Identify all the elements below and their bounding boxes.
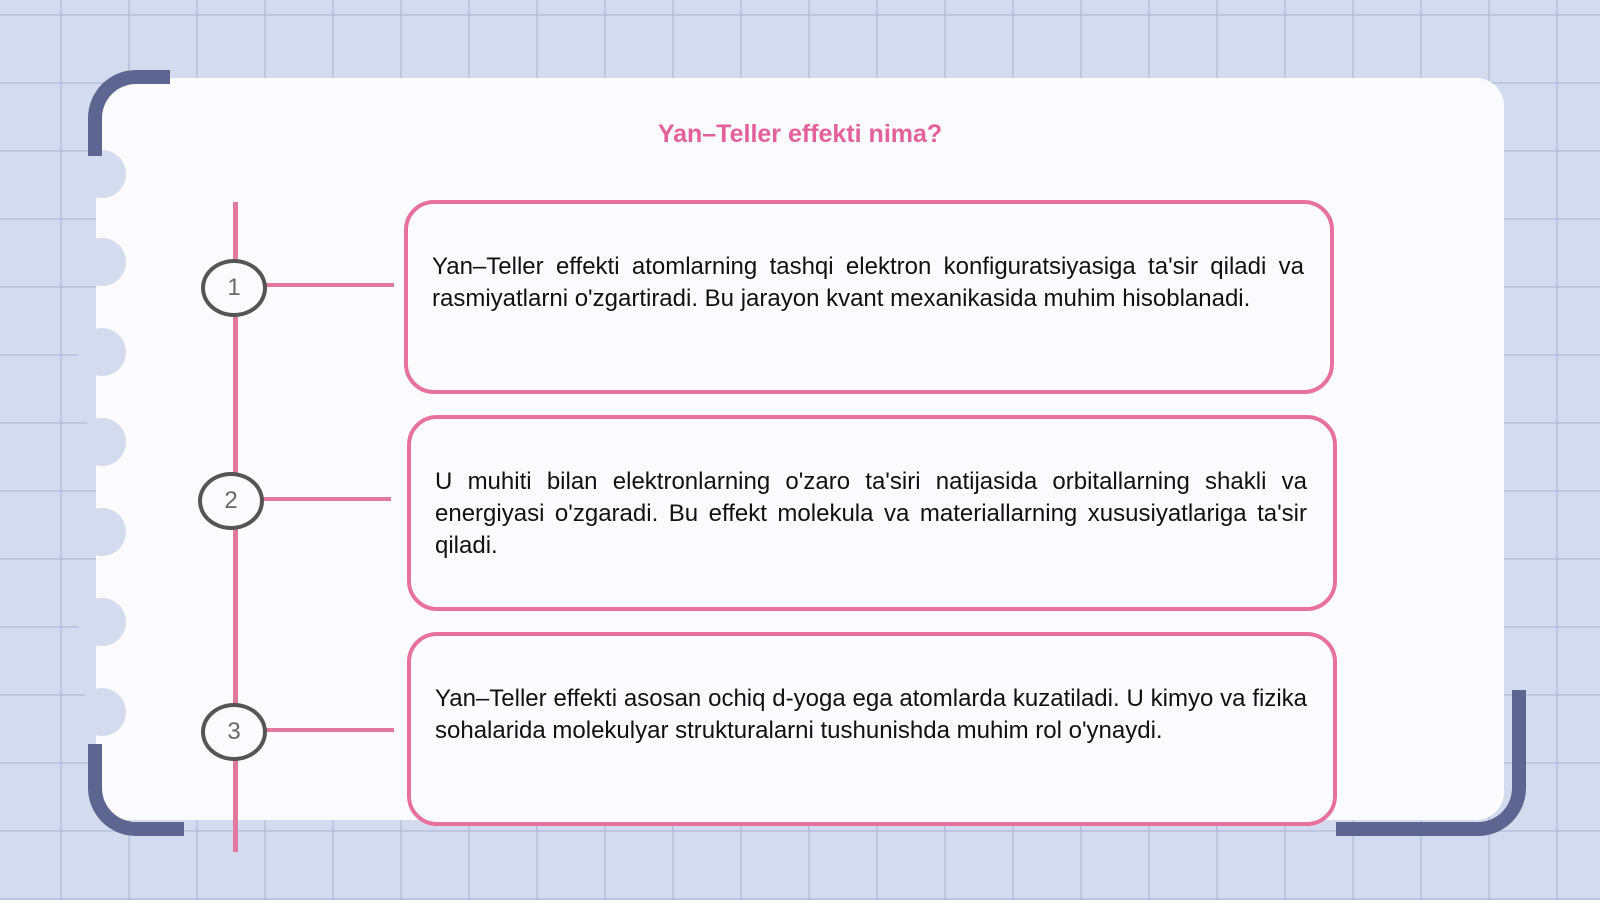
step-text: U muhiti bilan elektronlarning o'zaro ta'siri natijasida orbitallarning shakli va energiyasi o'zgaradi. Bu effekt molekula va materiallarning xususiyatlariga ta'sir qiladi. <box>435 468 1307 559</box>
card-edge-scallop <box>78 238 126 286</box>
card-edge-scallop <box>78 328 126 376</box>
timeline-connector <box>263 497 391 501</box>
card-edge-scallop <box>78 598 126 646</box>
step-number-1: 1 <box>201 259 267 317</box>
card-edge-scallop <box>78 508 126 556</box>
frame-corner-top-left <box>88 70 170 156</box>
card-edge-scallop <box>78 688 126 736</box>
step-number-3: 3 <box>201 703 267 761</box>
card-edge-scallop <box>78 418 126 466</box>
card-edge-scallop <box>78 150 126 198</box>
frame-corner-bottom-left <box>88 744 184 836</box>
step-text: Yan–Teller effekti asosan ochiq d-yoga ega atomlarda kuzatiladi. U kimyo va fizika sohalarida molekulyar strukturalarni tushunishda muhim rol o'ynaydi. <box>435 685 1307 744</box>
step-text: Yan–Teller effekti atomlarning tashqi elektron konfiguratsiyasiga ta'sir qiladi va rasmiyatlarni o'zgartiradi. Bu jarayon kvant mexanikasida muhim hisoblanadi. <box>432 253 1304 312</box>
step-card-1 <box>404 200 1334 394</box>
frame-corner-bottom-right <box>1336 690 1526 836</box>
step-number-2: 2 <box>198 472 264 530</box>
timeline-connector <box>266 283 394 287</box>
timeline-connector <box>266 728 394 732</box>
slide-title: Yan–Teller effekti nima? <box>657 120 943 148</box>
step-card-2 <box>407 415 1337 611</box>
step-card-3 <box>407 632 1337 826</box>
